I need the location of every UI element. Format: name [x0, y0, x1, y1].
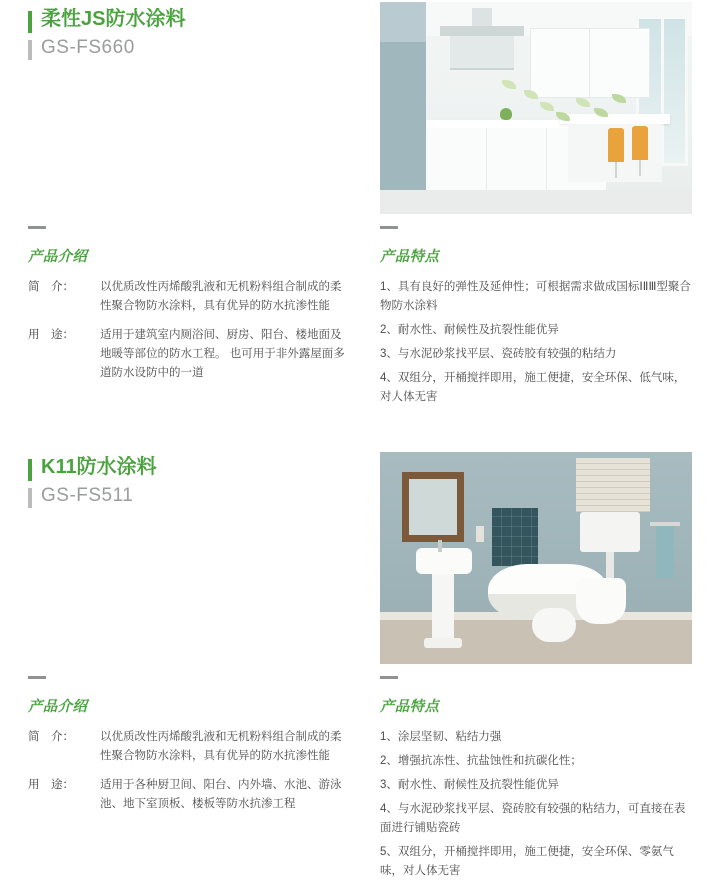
- product-2-features-heading: 产品特点: [380, 699, 440, 715]
- product-2-features-section: [380, 676, 692, 886]
- product-2-photo: [380, 452, 692, 664]
- product-2-features-body: [380, 728, 692, 881]
- feature-line: 2、增强抗冻性、抗盐蚀性和抗碳化性；: [380, 755, 582, 767]
- product-2-title-row: [28, 456, 157, 481]
- product-1-intro-section: [28, 226, 348, 393]
- product-2-code: GS-FS511: [41, 485, 134, 506]
- intro-row: [28, 278, 348, 316]
- product-2-title: K11防水涂料: [41, 456, 157, 478]
- feature-line: 3、与水泥砂浆找平层、瓷砖胶有较强的粘结力: [380, 348, 617, 360]
- product-2-title-block: [28, 456, 157, 508]
- intro-row-text: 以优质改性丙烯酸乳液和无机粉料组合制成的柔性聚合物防水涂料，具有优异的防水抗渗性能: [100, 281, 342, 312]
- intro-row: [28, 728, 348, 766]
- intro-row-text: 以优质改性丙烯酸乳液和无机粉料组合制成的柔性聚合物防水涂料，具有优异的防水抗渗性能: [100, 731, 342, 762]
- product-2-intro-heading: 产品介绍: [28, 699, 88, 715]
- product-1-photo: [380, 2, 692, 214]
- product-2-intro-body: [28, 728, 348, 814]
- product-1-features-body: [380, 278, 692, 407]
- feature-line: 2、耐水性、耐候性及抗裂性能优异: [380, 324, 559, 336]
- intro-row-label: 简 介：: [28, 281, 74, 293]
- product-2-subtitle-row: [28, 485, 157, 508]
- feature-line: 5、双组分，开桶搅拌即用，施工便捷，安全环保、零氨气味，对人体无害: [380, 846, 674, 877]
- section-rule-divider: [380, 226, 398, 229]
- intro-row-label: 用 途：: [28, 779, 74, 791]
- gray-accent-bar-icon: [28, 488, 32, 508]
- product-1-features-section: [380, 226, 692, 412]
- intro-row-text: 适用于建筑室内厕浴间、厨房、阳台、楼地面及地暖等部位的防水工程。 也可用于非外露屋面多道防水设防中的一道: [100, 329, 345, 379]
- product-1-subtitle-row: [28, 37, 185, 60]
- gray-accent-bar-icon: [28, 40, 32, 60]
- feature-line: 3、耐水性、耐候性及抗裂性能优异: [380, 779, 559, 791]
- intro-row: [28, 326, 348, 383]
- feature-line: 4、双组分，开桶搅拌即用，施工便捷，安全环保、低气味，对人体无害: [380, 372, 686, 403]
- section-rule-divider: [28, 226, 46, 229]
- product-1-intro-heading: 产品介绍: [28, 249, 88, 265]
- product-1-title-row: [28, 8, 185, 33]
- green-accent-bar-icon: [28, 11, 32, 33]
- feature-line: 4、与水泥砂浆找平层、瓷砖胶有较强的粘结力，可直接在表面进行铺贴瓷砖: [380, 803, 686, 834]
- product-2-intro-section: [28, 676, 348, 824]
- product-1-intro-body: [28, 278, 348, 383]
- feature-line: 1、涂层坚韧、粘结力强: [380, 731, 502, 743]
- feature-line: 1、具有良好的弹性及延伸性；可根据需求做成国标ⅠⅡⅢ型聚合物防水涂料: [380, 281, 691, 312]
- intro-row: [28, 776, 348, 814]
- product-1-title: 柔性JS防水涂料: [41, 8, 186, 30]
- section-rule-divider: [380, 676, 398, 679]
- green-accent-bar-icon: [28, 459, 32, 481]
- section-rule-divider: [28, 676, 46, 679]
- product-1-features-heading: 产品特点: [380, 249, 440, 265]
- intro-row-label: 用 途：: [28, 329, 74, 341]
- intro-row-label: 简 介：: [28, 731, 74, 743]
- product-1-code: GS-FS660: [41, 37, 135, 58]
- intro-row-text: 适用于各种厨卫间、阳台、内外墙、水池、游泳池、地下室顶板、楼板等防水抗渗工程: [100, 779, 342, 810]
- product-1-title-block: [28, 8, 185, 60]
